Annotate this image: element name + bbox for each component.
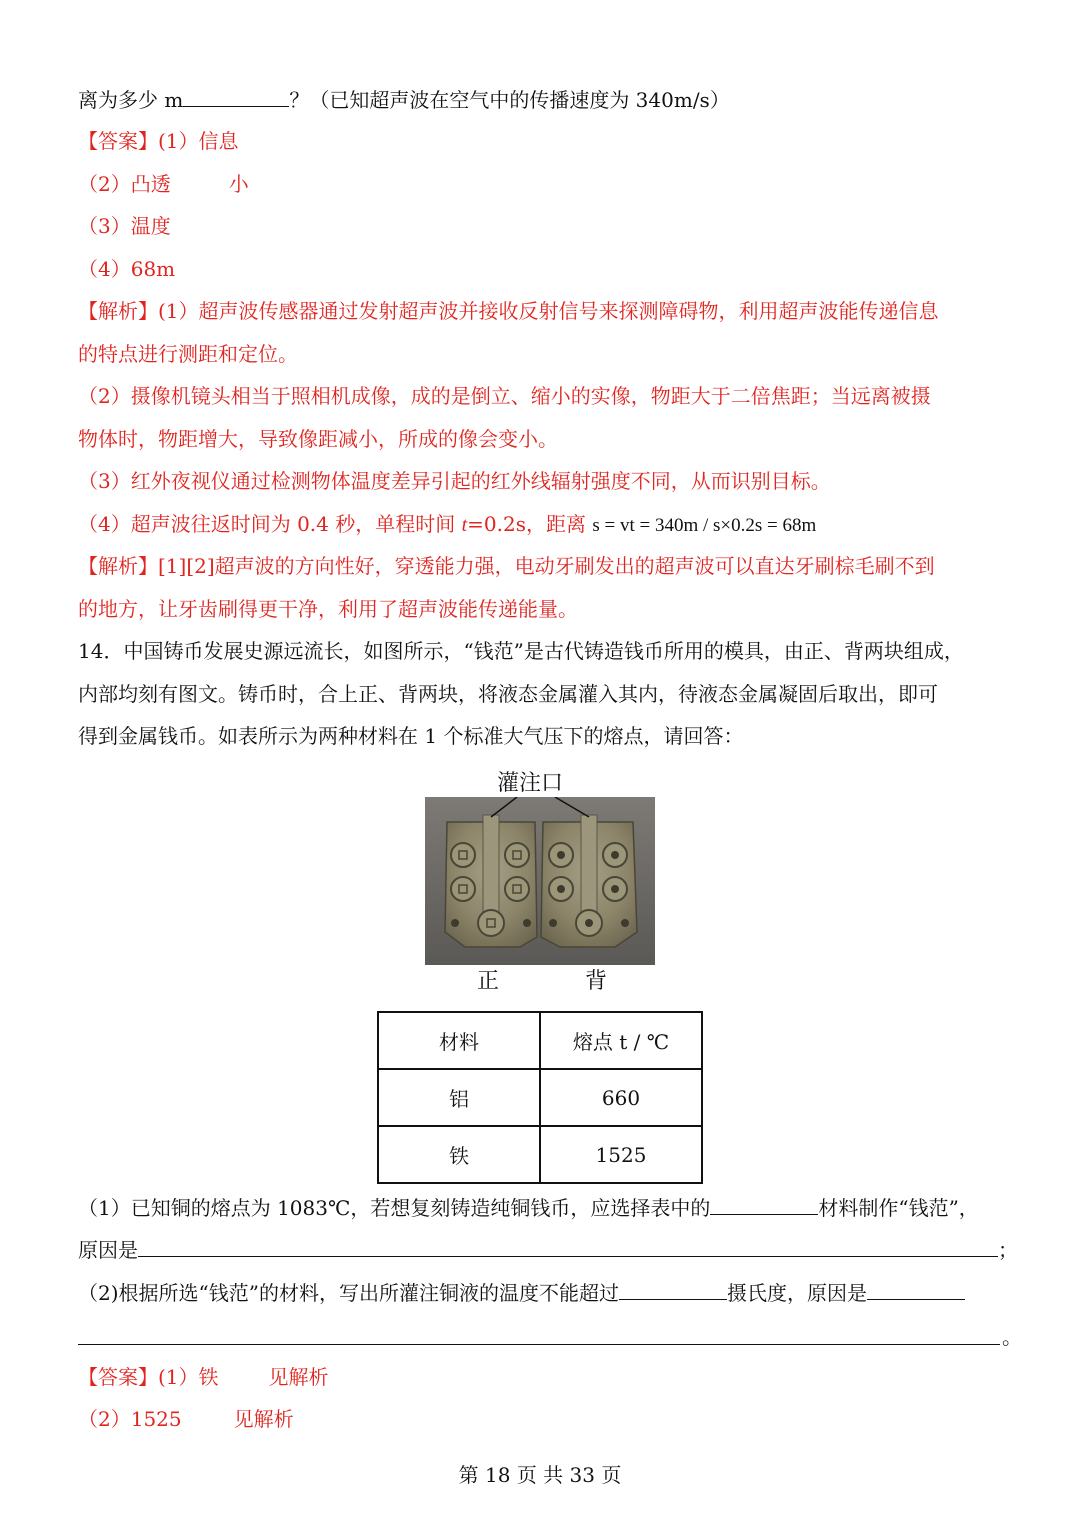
answer-13-line-3 [78,211,1004,241]
analysis-13-p2-line-1 [78,381,1004,411]
answer-blank [183,84,289,107]
table-header-row [378,1012,702,1069]
table-header-cell: 材料 [378,1012,540,1069]
figure-label-back: 背 [585,969,608,994]
question-13-tail [78,84,1004,115]
analysis-text: （4）超声波往返时间为 0.4 秒，单程时间 [78,512,462,536]
analysis-text: （3）红外夜视仪通过检测物体温度差异引起的红外线辐射强度不同，从而识别目标。 [78,469,831,493]
answer-text: 见解析 [233,1407,294,1431]
question-text: 14．中国铸币发展史源远流长，如图所示，“钱范”是古代铸造钱币所用的模具，由正、背两块组成， [78,639,964,663]
question-text: ； [998,1238,1018,1262]
table-cell: 铁 [378,1126,540,1183]
answer-text: （4）68m [78,257,176,281]
answer-text: 小 [228,172,249,196]
page-footer: 第 18 页 共 33 页 [458,1463,622,1487]
melting-point-table [377,1011,703,1184]
analysis-13b-line-1 [78,551,1004,581]
analysis-text: 的地方，让牙齿刷得更干净，利用了超声波能传递能量。 [78,597,578,621]
question-14-sub-1-line-1 [78,1192,1004,1223]
answer-text: （2）凸透 [78,172,171,196]
math-variable: t [461,514,468,536]
figure-label-front: 正 [477,969,500,994]
answer-14-line-1 [78,1362,1004,1392]
table-cell: 铝 [378,1069,540,1126]
table-cell: 660 [540,1069,702,1126]
question-text: 离为多少 m [78,88,184,112]
table-header-cell: 熔点 t / ℃ [540,1012,702,1069]
answer-text: (1）铁 [158,1365,219,1389]
analysis-tag: 【解析】 [78,554,158,578]
table-row [378,1069,702,1126]
question-text: 得到金属钱币。如表所示为两种材料在 1 个标准大气压下的熔点，请回答： [78,724,744,748]
analysis-text: 的特点进行测距和定位。 [78,342,298,366]
math-formula: s = vt = 340m / s×0.2s = 68m [592,515,817,536]
answer-blank [619,1277,727,1300]
analysis-13-p1-line-1 [78,296,1004,326]
question-14-sub-2-line-1 [78,1277,1004,1308]
analysis-text: 物体时，物距增大，导致像距减小，所成的像会变小。 [78,427,558,451]
analysis-text: (1）超声波传感器通过发射超声波并接收反射信号来探测障碍物，利用超声波能传递信息 [158,299,939,323]
question-14-line-1 [78,636,1004,666]
question-text: （2)根据所选“钱范”的材料，写出所灌注铜液的温度不能超过 [78,1281,619,1305]
answer-tag: 【答案】 [78,129,158,153]
answer-13-line-4 [78,254,1004,284]
question-text: ？（已知超声波在空气中的传播速度为 340m/s） [289,88,730,112]
answer-13-line-2 [78,169,1004,199]
analysis-13-p3 [78,466,1004,496]
question-text: 内部均刻有图文。铸币时，合上正、背两块，将液态金属灌入其内，待液态金属凝固后取出，即可 [78,682,938,706]
analysis-13-p1-line-2 [78,339,1004,369]
answer-text: (1）信息 [158,129,239,153]
answer-text: （3）温度 [78,214,171,238]
answer-text: （2）1525 [78,1407,182,1431]
question-text: 摄氏度，原因是 [726,1281,867,1305]
analysis-13-p4 [78,509,1004,541]
answer-tag: 【答案】 [78,1365,158,1389]
question-14-sub-2-end: 。 [1002,1325,1022,1349]
answer-13-line-1 [78,126,1004,156]
analysis-13b-line-2 [78,594,1004,624]
table-row [378,1126,702,1183]
analysis-text: =0.2s，距离 [467,512,593,536]
answer-blank [138,1234,998,1257]
table-cell: 1525 [540,1126,702,1183]
coin-mold-photo [425,797,655,965]
analysis-text: [1][2]超声波的方向性好，穿透能力强，电动牙刷发出的超声波可以直达牙刷棕毛刷不到 [158,554,935,578]
analysis-tag: 【解析】 [78,299,158,323]
answer-blank [710,1192,818,1215]
answer-blank-line [78,1344,1000,1345]
answer-text: 见解析 [268,1365,329,1389]
question-text: （1）已知铜的熔点为 1083℃，若想复刻铸造纯铜钱币，应选择表中的 [78,1196,711,1220]
question-14-sub-1-line-2 [78,1234,1018,1265]
answer-14-line-2 [78,1404,1004,1434]
question-text: 材料制作“钱范”， [818,1196,979,1220]
question-14-line-2 [78,679,1004,709]
figure-label-pour-spout: 灌注口 [497,771,564,796]
question-text: 原因是 [78,1238,138,1262]
answer-blank [867,1277,965,1300]
analysis-13-p2-line-2 [78,424,1004,454]
analysis-text: （2）摄像机镜头相当于照相机成像，成的是倒立、缩小的实像，物距大于二倍焦距；当远离被摄 [78,384,931,408]
question-14-line-3 [78,721,1004,751]
